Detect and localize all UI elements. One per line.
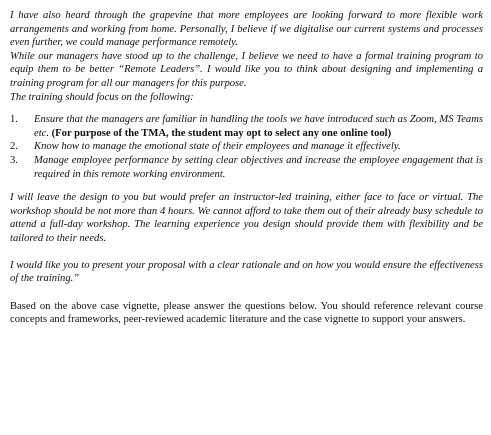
paragraph-proposal-request: I would like you to present your proposal with a clear rationale and on how you would ensure the effectiveness of the training.” [10, 259, 483, 285]
paragraph-remote-leaders: While our managers have stood up to the challenge, I believe we need to have a formal training program to equip them to be better “Remote Leaders”. I would like you to think about designing and implementing a training program for all our managers for this purpose. [10, 50, 483, 89]
paragraph-training-focus: The training should focus on the following: [10, 91, 194, 103]
list-item [10, 140, 483, 154]
list-item-text: Know how to manage the emotional state of their employees and manage it effectively. [34, 141, 401, 153]
paragraph-design-preferences: I will leave the design to you but would prefer an instructor-led training, either face to face or virtual. The workshop should be not more than 4 hours. We cannot afford to take them out of their already busy schedule to attend a full-day workshop. The learning experience you design should provide them with flexibility and be tailored to their needs. [10, 192, 483, 244]
list-item [10, 154, 483, 181]
list-item-body: Ensure that the managers are familiar in handling the tools we have introduced such as Zoom, MS Teams etc. [34, 114, 483, 139]
case-vignette-document [10, 9, 483, 327]
list-item-number: 2. [10, 141, 18, 153]
list-item-bold-note: (For purpose of the TMA, the student may opt to select any one online tool) [51, 127, 392, 139]
list-item-number: 3. [10, 154, 18, 166]
list-item [10, 113, 483, 140]
list-item-number: 1. [10, 114, 18, 126]
training-focus-list [10, 113, 483, 181]
list-item-text: Manage employee performance by setting clear objectives and increase the employee engagement that is required in this remote working environment. [34, 154, 483, 180]
paragraph-instructions: Based on the above case vignette, please answer the questions below. You should reference relevant course concepts and frameworks, peer-reviewed academic literature and the case vignette to support your answers. [10, 300, 483, 326]
list-item-text [34, 113, 483, 140]
paragraph-flexible-work: I have also heard through the grapevine that more employees are looking forward to more flexible work arrangements and working from home. Personally, I believe if we digitalise our current systems and processes even further, we could manage performance remotely. [10, 10, 483, 49]
